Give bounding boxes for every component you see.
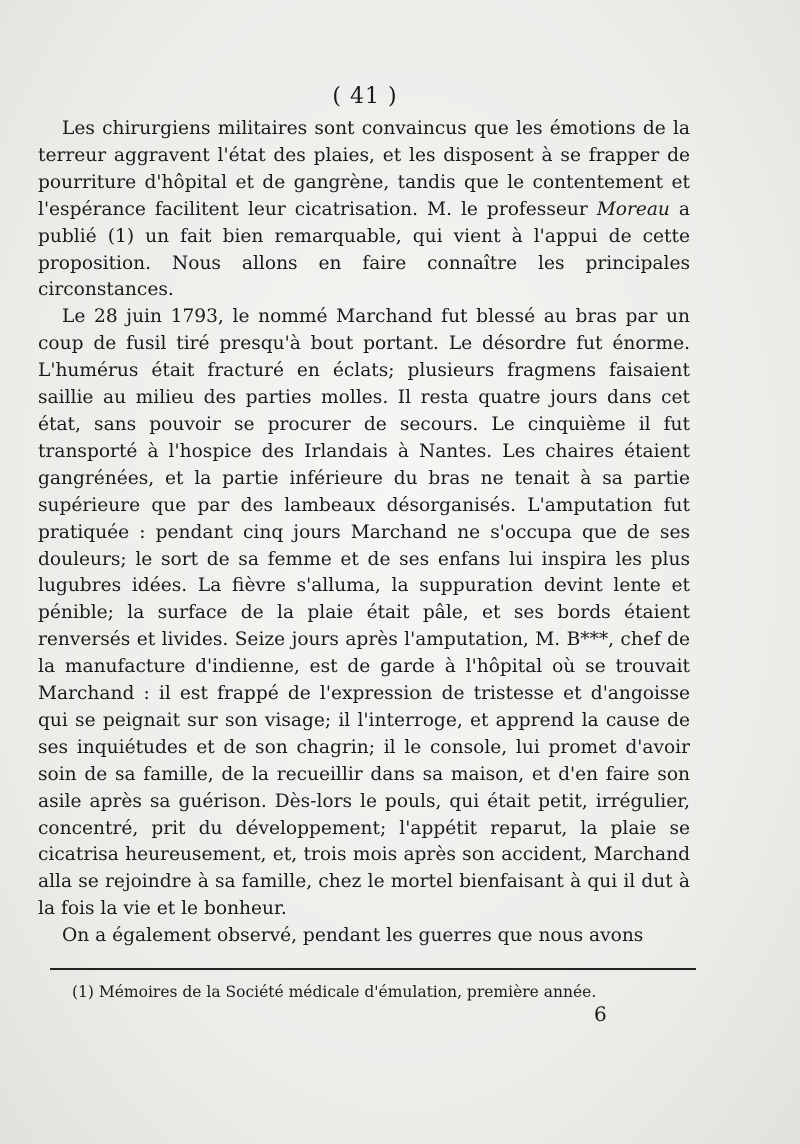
paragraph-1 (38, 116, 690, 304)
footnote: (1) Mémoires de la Société médicale d'émulation, première année. (72, 983, 597, 1001)
body-text (38, 116, 690, 950)
page-number: ( 41 ) (332, 84, 398, 109)
footnote-rule (50, 968, 696, 970)
paragraph-3: On a également observé, pendant les guerres que nous avons (62, 925, 644, 947)
paragraph-2: Le 28 juin 1793, le nommé Marchand fut blessé au bras par un coup de fusil tiré presqu'à bout portant. Le désordre fut énorme. L'humérus était fracturé en éclats; plusieurs fragmens faisaient saillie au milieu des parties molles. Il resta quatre jours dans cet état, sans pouvoir se procurer de secours. Le cinquième il fut transporté à l'hospice des Irlandais à Nantes. Les chaires étaient gangrénées, et la partie inférieure du bras ne tenait à sa partie supérieure que par des lambeaux désorganisés. L'amputation fut pratiquée : pendant cinq jours Marchand ne s'occupa que de ses douleurs; le sort de sa femme et de ses enfans lui inspira les plus lugubres idées. La fièvre s'alluma, la suppuration devint lente et pénible; la surface de la plaie était pâle, et ses bords étaient renversés et livides. Seize jours après l'amputation, M. B***, chef de la manufacture d'indienne, est de garde à l'hôpital où se trouvait Marchand : il est frappé de l'expression de tristesse et d'angoisse qui se peignait sur son visage; il l'interroge, et apprend la cause de ses inquiétudes et de son chagrin; il le console, lui promet d'avoir soin de sa famille, de la recueillir dans sa maison, et d'en faire son asile après sa guérison. Dès-lors le pouls, qui était petit, irrégulier, concentré, prit du développement; l'appétit reparut, la plaie se cicatrisa heureusement, et, trois mois après son accident, Marchand alla se rejoindre à sa famille, chez le mortel bienfaisant à qui il dut à la fois la vie et le bonheur. (38, 306, 690, 920)
paragraph-1-part-a: Les chirurgiens militaires sont convaincus que les émotions de la terreur aggravent l'état des plaies, et les disposent à se frapper de pourriture d'hôpital et de gangrène, tandis que le contentement et l'espérance facilitent leur cicatrisation. M. le professeur (38, 118, 690, 220)
paragraph-1-part-b: a publié (1) un fait bien remarquable, qui vient à l'appui de cette proposition. Nous allons en faire connaître les principales circonstances. (38, 198, 690, 301)
author-name-moreau: Moreau (596, 198, 670, 220)
signature-mark: 6 (594, 1002, 607, 1026)
